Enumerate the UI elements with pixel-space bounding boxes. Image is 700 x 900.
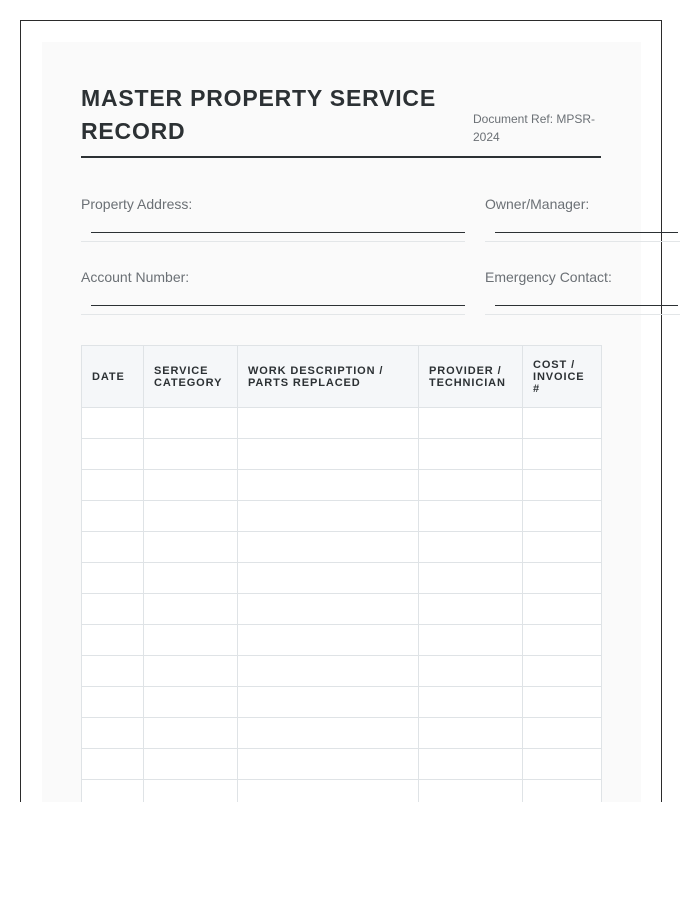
cell-work-description[interactable] bbox=[238, 749, 419, 780]
cell-cost-invoice[interactable] bbox=[523, 718, 602, 749]
service-category-input[interactable] bbox=[144, 780, 237, 802]
service-category-input[interactable] bbox=[144, 656, 237, 686]
cell-date[interactable] bbox=[82, 780, 144, 803]
work-description-input[interactable] bbox=[238, 625, 418, 655]
service-category-input[interactable] bbox=[144, 439, 237, 469]
work-description-input[interactable] bbox=[238, 408, 418, 438]
account-number-field[interactable] bbox=[91, 283, 465, 305]
service-category-input[interactable] bbox=[144, 687, 237, 717]
provider-input[interactable] bbox=[419, 532, 522, 562]
table-row bbox=[82, 594, 602, 625]
table-header-row bbox=[82, 346, 602, 408]
cost-invoice-input[interactable] bbox=[523, 656, 601, 686]
column-header-work-description: WORK DESCRIPTION / PARTS REPLACED bbox=[238, 346, 419, 408]
emergency-contact-underline bbox=[495, 305, 678, 306]
provider-input[interactable] bbox=[419, 408, 522, 438]
cell-date[interactable] bbox=[82, 439, 144, 470]
property-address-underline bbox=[91, 232, 465, 233]
date-input[interactable] bbox=[82, 408, 143, 438]
cell-date[interactable] bbox=[82, 594, 144, 625]
cost-invoice-input[interactable] bbox=[523, 594, 601, 624]
column-header-service-category: SERVICE CATEGORY bbox=[144, 346, 238, 408]
document-title bbox=[81, 82, 461, 148]
date-input[interactable] bbox=[82, 470, 143, 500]
cell-service-category[interactable] bbox=[144, 687, 238, 718]
cell-service-category[interactable] bbox=[144, 625, 238, 656]
cost-invoice-input[interactable] bbox=[523, 501, 601, 531]
date-input[interactable] bbox=[82, 687, 143, 717]
table-row bbox=[82, 439, 602, 470]
provider-input[interactable] bbox=[419, 470, 522, 500]
work-description-input[interactable] bbox=[238, 470, 418, 500]
table-row bbox=[82, 501, 602, 532]
account-number-underline bbox=[91, 305, 465, 306]
cell-cost-invoice[interactable] bbox=[523, 439, 602, 470]
work-description-input[interactable] bbox=[238, 532, 418, 562]
table-row bbox=[82, 687, 602, 718]
provider-input[interactable] bbox=[419, 439, 522, 469]
table-row bbox=[82, 470, 602, 501]
cell-work-description[interactable] bbox=[238, 656, 419, 687]
table-row bbox=[82, 718, 602, 749]
cell-work-description[interactable] bbox=[238, 625, 419, 656]
table-row bbox=[82, 563, 602, 594]
provider-input[interactable] bbox=[419, 625, 522, 655]
cell-service-category[interactable] bbox=[144, 439, 238, 470]
cell-cost-invoice[interactable] bbox=[523, 687, 602, 718]
service-category-input[interactable] bbox=[144, 749, 237, 779]
cell-work-description[interactable] bbox=[238, 470, 419, 501]
cell-cost-invoice[interactable] bbox=[523, 408, 602, 439]
service-log-table bbox=[81, 345, 602, 802]
cell-cost-invoice[interactable] bbox=[523, 780, 602, 803]
cell-cost-invoice[interactable] bbox=[523, 470, 602, 501]
date-input[interactable] bbox=[82, 749, 143, 779]
header-divider bbox=[81, 156, 601, 158]
property-address-field[interactable] bbox=[91, 210, 465, 232]
title-line-2: RECORD bbox=[81, 118, 186, 144]
cell-work-description[interactable] bbox=[238, 532, 419, 563]
work-description-input[interactable] bbox=[238, 563, 418, 593]
cell-provider[interactable] bbox=[419, 532, 523, 563]
owner-manager-label: Owner/Manager: bbox=[485, 196, 590, 212]
cell-date[interactable] bbox=[82, 408, 144, 439]
cell-work-description[interactable] bbox=[238, 563, 419, 594]
cost-invoice-input[interactable] bbox=[523, 780, 601, 802]
document-reference: Document Ref: MPSR-2024 bbox=[473, 112, 596, 144]
cell-work-description[interactable] bbox=[238, 687, 419, 718]
provider-input[interactable] bbox=[419, 594, 522, 624]
cell-date[interactable] bbox=[82, 563, 144, 594]
work-description-input[interactable] bbox=[238, 439, 418, 469]
date-input[interactable] bbox=[82, 625, 143, 655]
service-category-input[interactable] bbox=[144, 501, 237, 531]
cell-provider[interactable] bbox=[419, 749, 523, 780]
cell-date[interactable] bbox=[82, 625, 144, 656]
provider-input[interactable] bbox=[419, 563, 522, 593]
cell-date[interactable] bbox=[82, 718, 144, 749]
cell-date[interactable] bbox=[82, 749, 144, 780]
table-row bbox=[82, 532, 602, 563]
service-category-input[interactable] bbox=[144, 563, 237, 593]
work-description-input[interactable] bbox=[238, 780, 418, 802]
cell-cost-invoice[interactable] bbox=[523, 656, 602, 687]
cell-provider[interactable] bbox=[419, 501, 523, 532]
date-input[interactable] bbox=[82, 656, 143, 686]
service-category-input[interactable] bbox=[144, 532, 237, 562]
owner-manager-underline bbox=[495, 232, 678, 233]
column-header-cost-invoice: COST / INVOICE # bbox=[523, 346, 602, 408]
work-description-input[interactable] bbox=[238, 718, 418, 748]
cell-work-description[interactable] bbox=[238, 718, 419, 749]
cell-cost-invoice[interactable] bbox=[523, 594, 602, 625]
cell-service-category[interactable] bbox=[144, 718, 238, 749]
account-number-divider bbox=[81, 314, 465, 315]
service-category-input[interactable] bbox=[144, 625, 237, 655]
cell-provider[interactable] bbox=[419, 439, 523, 470]
service-category-input[interactable] bbox=[144, 594, 237, 624]
work-description-input[interactable] bbox=[238, 594, 418, 624]
cell-date[interactable] bbox=[82, 501, 144, 532]
cell-service-category[interactable] bbox=[144, 749, 238, 780]
cell-service-category[interactable] bbox=[144, 656, 238, 687]
date-input[interactable] bbox=[82, 718, 143, 748]
cell-service-category[interactable] bbox=[144, 563, 238, 594]
cell-provider[interactable] bbox=[419, 687, 523, 718]
cell-date[interactable] bbox=[82, 656, 144, 687]
emergency-contact-label: Emergency Contact: bbox=[485, 269, 612, 285]
date-input[interactable] bbox=[82, 594, 143, 624]
title-line-1: MASTER PROPERTY SERVICE bbox=[81, 85, 436, 111]
provider-input[interactable] bbox=[419, 501, 522, 531]
table-row bbox=[82, 625, 602, 656]
service-category-input[interactable] bbox=[144, 470, 237, 500]
cell-service-category[interactable] bbox=[144, 594, 238, 625]
cell-work-description[interactable] bbox=[238, 408, 419, 439]
work-description-input[interactable] bbox=[238, 749, 418, 779]
cell-provider[interactable] bbox=[419, 780, 523, 803]
cell-cost-invoice[interactable] bbox=[523, 532, 602, 563]
cell-date[interactable] bbox=[82, 532, 144, 563]
cell-service-category[interactable] bbox=[144, 501, 238, 532]
provider-input[interactable] bbox=[419, 687, 522, 717]
work-description-input[interactable] bbox=[238, 687, 418, 717]
cell-service-category[interactable] bbox=[144, 408, 238, 439]
cost-invoice-input[interactable] bbox=[523, 563, 601, 593]
date-input[interactable] bbox=[82, 532, 143, 562]
cell-cost-invoice[interactable] bbox=[523, 625, 602, 656]
owner-manager-divider bbox=[485, 241, 680, 242]
cell-service-category[interactable] bbox=[144, 470, 238, 501]
cost-invoice-input[interactable] bbox=[523, 625, 601, 655]
column-header-date: DATE bbox=[82, 346, 144, 408]
emergency-contact-divider bbox=[485, 314, 680, 315]
date-input[interactable] bbox=[82, 563, 143, 593]
cell-provider[interactable] bbox=[419, 625, 523, 656]
cell-provider[interactable] bbox=[419, 563, 523, 594]
cell-provider[interactable] bbox=[419, 718, 523, 749]
service-category-input[interactable] bbox=[144, 718, 237, 748]
date-input[interactable] bbox=[82, 439, 143, 469]
cell-work-description[interactable] bbox=[238, 439, 419, 470]
cost-invoice-input[interactable] bbox=[523, 718, 601, 748]
cell-service-category[interactable] bbox=[144, 532, 238, 563]
cell-cost-invoice[interactable] bbox=[523, 501, 602, 532]
cost-invoice-input[interactable] bbox=[523, 749, 601, 779]
property-address-divider bbox=[81, 241, 465, 242]
cell-cost-invoice[interactable] bbox=[523, 749, 602, 780]
work-description-input[interactable] bbox=[238, 501, 418, 531]
cell-work-description[interactable] bbox=[238, 501, 419, 532]
column-header-provider: PROVIDER / TECHNICIAN bbox=[419, 346, 523, 408]
work-description-input[interactable] bbox=[238, 656, 418, 686]
table-row bbox=[82, 656, 602, 687]
table-row bbox=[82, 408, 602, 439]
cell-provider[interactable] bbox=[419, 470, 523, 501]
provider-input[interactable] bbox=[419, 780, 522, 802]
cell-work-description[interactable] bbox=[238, 594, 419, 625]
cell-provider[interactable] bbox=[419, 594, 523, 625]
date-input[interactable] bbox=[82, 501, 143, 531]
cell-provider[interactable] bbox=[419, 408, 523, 439]
cost-invoice-input[interactable] bbox=[523, 470, 601, 500]
cost-invoice-input[interactable] bbox=[523, 408, 601, 438]
cell-service-category[interactable] bbox=[144, 780, 238, 803]
provider-input[interactable] bbox=[419, 656, 522, 686]
table-row bbox=[82, 780, 602, 803]
emergency-contact-field[interactable] bbox=[495, 283, 678, 305]
cost-invoice-input[interactable] bbox=[523, 687, 601, 717]
property-address-label: Property Address: bbox=[81, 196, 193, 212]
cell-provider[interactable] bbox=[419, 656, 523, 687]
cell-cost-invoice[interactable] bbox=[523, 563, 602, 594]
cost-invoice-input[interactable] bbox=[523, 532, 601, 562]
account-number-label: Account Number: bbox=[81, 269, 190, 285]
service-category-input[interactable] bbox=[144, 408, 237, 438]
table-row bbox=[82, 749, 602, 780]
provider-input[interactable] bbox=[419, 718, 522, 748]
cell-date[interactable] bbox=[82, 687, 144, 718]
cell-date[interactable] bbox=[82, 470, 144, 501]
cell-work-description[interactable] bbox=[238, 780, 419, 803]
provider-input[interactable] bbox=[419, 749, 522, 779]
owner-manager-field[interactable] bbox=[495, 210, 678, 232]
table-body bbox=[82, 408, 602, 803]
cost-invoice-input[interactable] bbox=[523, 439, 601, 469]
date-input[interactable] bbox=[82, 780, 143, 802]
